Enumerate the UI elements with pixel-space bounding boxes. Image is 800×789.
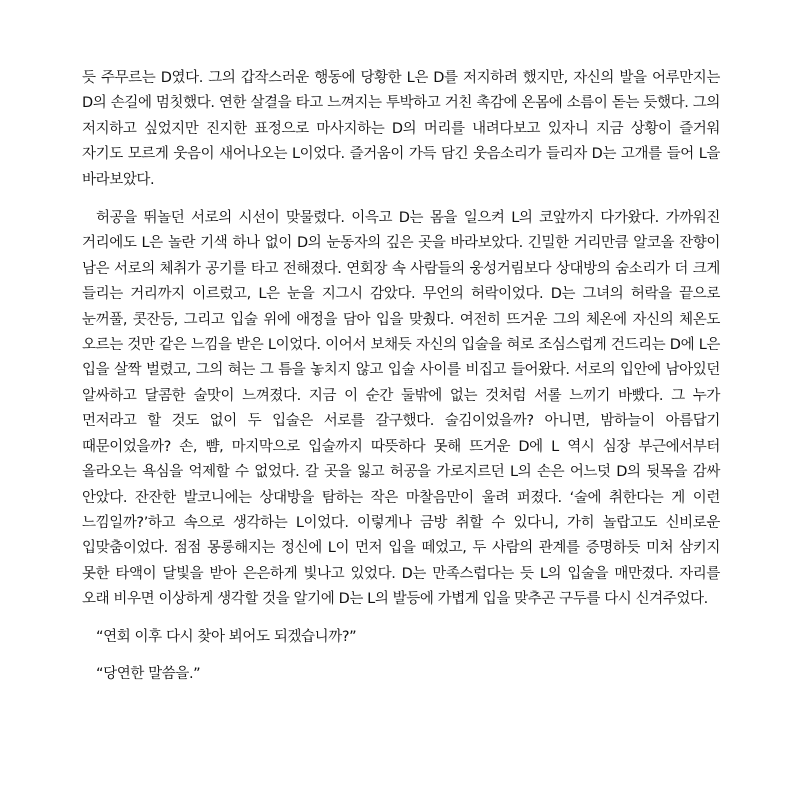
document-page [82,66,720,687]
dialogue-line-d: “연회 이후 다시 찾아 뵈어도 되겠습니까?” [96,628,357,645]
paragraph-intro: 듯 주무르는 D였다. 그의 갑작스러운 행동에 당황한 L은 D를 저지하려 했지만, 자신의 발을 어루만지는 D의 손길에 멈칫했다. 연한 살결을 타고 느껴지는 투박하고 거친 촉감에 온몸에 소름이 돋는 듯했다. 그의 저지하고 싶었지만 진지한 표정으로 마사지하는 D의 머리를 내려다보고 있자니 지금 상황이 즐거워 자기도 모르게 웃음이 새어나오는 L이었다. 즐거움이 가득 담긴 웃음소리가 들리자 D는 고개를 들어 L을 바라보았다. [82,70,720,188]
dialogue-line-l: “당연한 말씀을.” [96,665,201,682]
paragraph-kiss-scene: 허공을 뛰놀던 서로의 시선이 맞물렸다. 이윽고 D는 몸을 일으켜 L의 코앞까지 다가왔다. 가까워진 거리에도 L은 놀란 기색 하나 없이 D의 눈동자의 깊은 곳을 바라보았다. 긴밀한 거리만큼 알코올 잔향이 남은 서로의 체취가 공기를 타고 전해졌다. 연회장 속 사람들의 웅성거림보다 상대방의 숨소리가 더 크게 들리는 거리까지 이르렀고, L은 눈을 지그시 감았다. 무언의 허락이었다. D는 그녀의 허락을 끝으로 눈꺼풀, 콧잔등, 그리고 입술 위에 애정을 담아 입을 맞췄다. 여전히 뜨거운 그의 체온에 자신의 체온도 오르는 것만 같은 느낌을 받은 L이었다. 이어서 보채듯 자신의 입술을 혀로 조심스럽게 건드리는 D에 L은 입을 살짝 벌렸고, 그의 혀는 그 틈을 놓치지 않고 입술 사이를 비집고 들어왔다. 서로의 입안에 남아있던 알싸하고 달콤한 술맛이 느껴졌다. 지금 이 순간 둘밖에 없는 것처럼 서롤 느끼기 바빴다. 그 누가 먼저라고 할 것도 없이 두 입술은 서로를 갈구했다. 술김이었을까? 아니면, 밤하늘이 아름답기 때문이었을까? 손, 뺨, 마지막으로 입술까지 따뜻하다 못해 뜨거운 D에 L 역시 심장 부근에서부터 올라오는 욕심을 억제할 수 없었다. 갈 곳을 잃고 허공을 가로지르던 L의 손은 어느덧 D의 뒷목을 감싸 안았다. 잔잔한 발코니에는 상대방을 탐하는 작은 마찰음만이 울려 퍼졌다. ‘술에 취한다는 게 이런 느낌일까?’하고 속으로 생각하는 L이었다. 이렇게나 금방 취할 수 있다니, 가히 놀랍고도 신비로운 입맞춤이었다. 점점 몽롱해지는 정신에 L이 먼저 입을 떼었고, 두 사람의 관계를 증명하듯 미처 삼키지 못한 타액이 달빛을 받아 은은하게 빛나고 있었다. D는 만족스럽다는 듯 L의 입술을 매만졌다. 자리를 오래 비우면 이상하게 생각할 것을 알기에 D는 L의 발등에 가볍게 입을 맞추곤 구두를 다시 신겨주었다. [82,210,720,608]
